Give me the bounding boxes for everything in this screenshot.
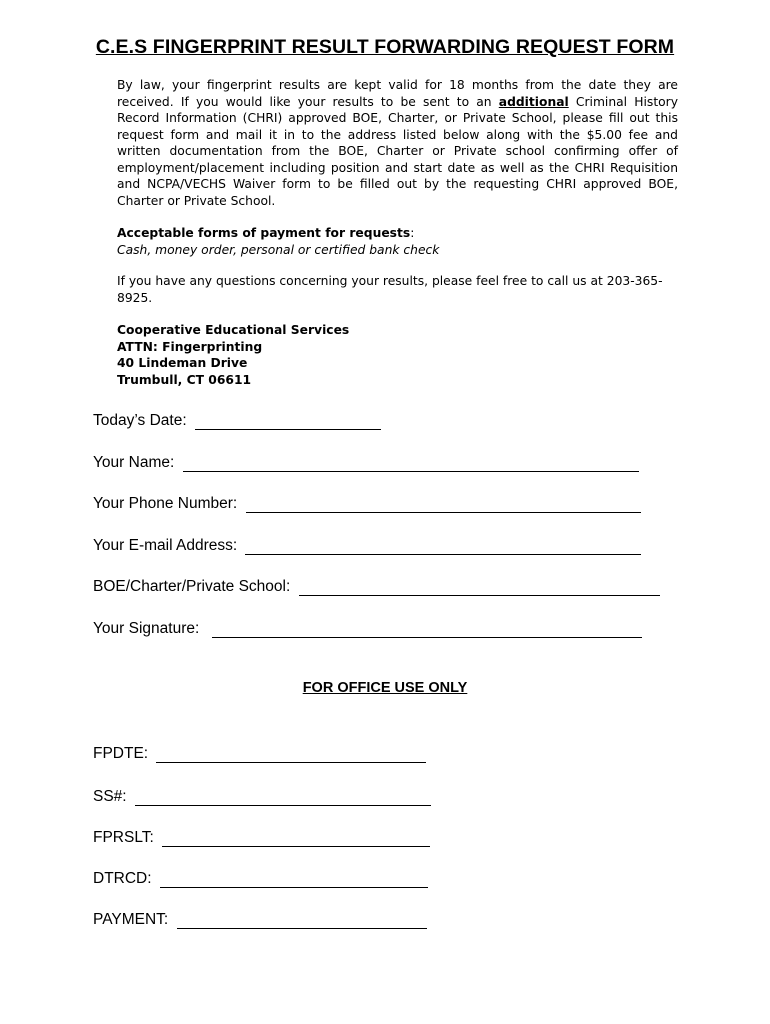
payment-section [117,225,678,258]
form-title: C.E.S FINGERPRINT RESULT FORWARDING REQUEST FORM [95,36,675,58]
phone-line[interactable] [246,495,641,513]
payment-label: Acceptable forms of payment for requests [117,226,411,240]
address-org: Cooperative Educational Services [117,323,350,337]
email-line[interactable] [245,537,641,555]
fpdte-field [93,741,426,763]
email-field [93,533,641,555]
intro-text-2: Criminal History Record Information (CHRI) approved BOE, Charter, or Private School, please fill out this request form and mail it in to the address listed below along with the $5.00 fee and written documentation from the BOE, Charter or Private school confirming offer of employment/placement including position and start date as well as the CHRI Requisition and NCPA/VECHS Waiver form to be filled out by the requesting CHRI approved BOE, Charter or Private School. [117,94,679,208]
fprslt-field [93,825,430,847]
phone-field [93,491,641,513]
address-street: 40 Lindeman Drive [117,356,248,370]
questions-paragraph: If you have any questions concerning your results, please feel free to call us at 203-365-8925. [117,274,663,305]
fprslt-label: FPRSLT: [93,829,159,846]
intro-emphasis: additional [498,94,569,109]
payment-methods: Cash, money order, personal or certified bank check [117,242,440,257]
signature-line[interactable] [212,620,642,638]
ss-line[interactable] [135,788,431,806]
intro-text-1: By law, your fingerprint results are kept valid for 18 months from the date they are received. If you would like your results to be sent to an [117,78,678,109]
todays-date-field [93,408,381,430]
school-label: BOE/Charter/Private School: [93,578,295,595]
payment-field-label: PAYMENT: [93,911,173,928]
dtrcd-label: DTRCD: [93,870,156,887]
mailing-address [117,322,678,388]
payment-field [93,907,427,929]
todays-date-label: Today’s Date: [93,412,191,429]
office-use-heading: FOR OFFICE USE ONLY [302,680,468,696]
name-field [93,450,639,472]
payment-colon: : [410,226,415,240]
name-line[interactable] [183,454,639,472]
fpdte-label: FPDTE: [93,745,153,762]
fpdte-line[interactable] [156,745,426,763]
ss-field [93,784,431,806]
ss-label: SS#: [93,788,131,805]
intro-paragraph [117,77,678,209]
name-label: Your Name: [93,454,179,471]
address-attn: ATTN: Fingerprinting [117,339,263,354]
email-label: Your E-mail Address: [93,537,242,554]
payment-field-line[interactable] [177,911,427,929]
fprslt-line[interactable] [162,829,430,847]
dtrcd-field [93,866,428,888]
dtrcd-line[interactable] [160,870,428,888]
address-city: Trumbull, CT 06611 [117,372,252,387]
signature-field [93,616,642,638]
school-line[interactable] [299,578,660,596]
phone-label: Your Phone Number: [93,495,242,512]
school-field [93,574,660,596]
signature-label: Your Signature: [93,620,208,637]
todays-date-line[interactable] [195,412,381,430]
